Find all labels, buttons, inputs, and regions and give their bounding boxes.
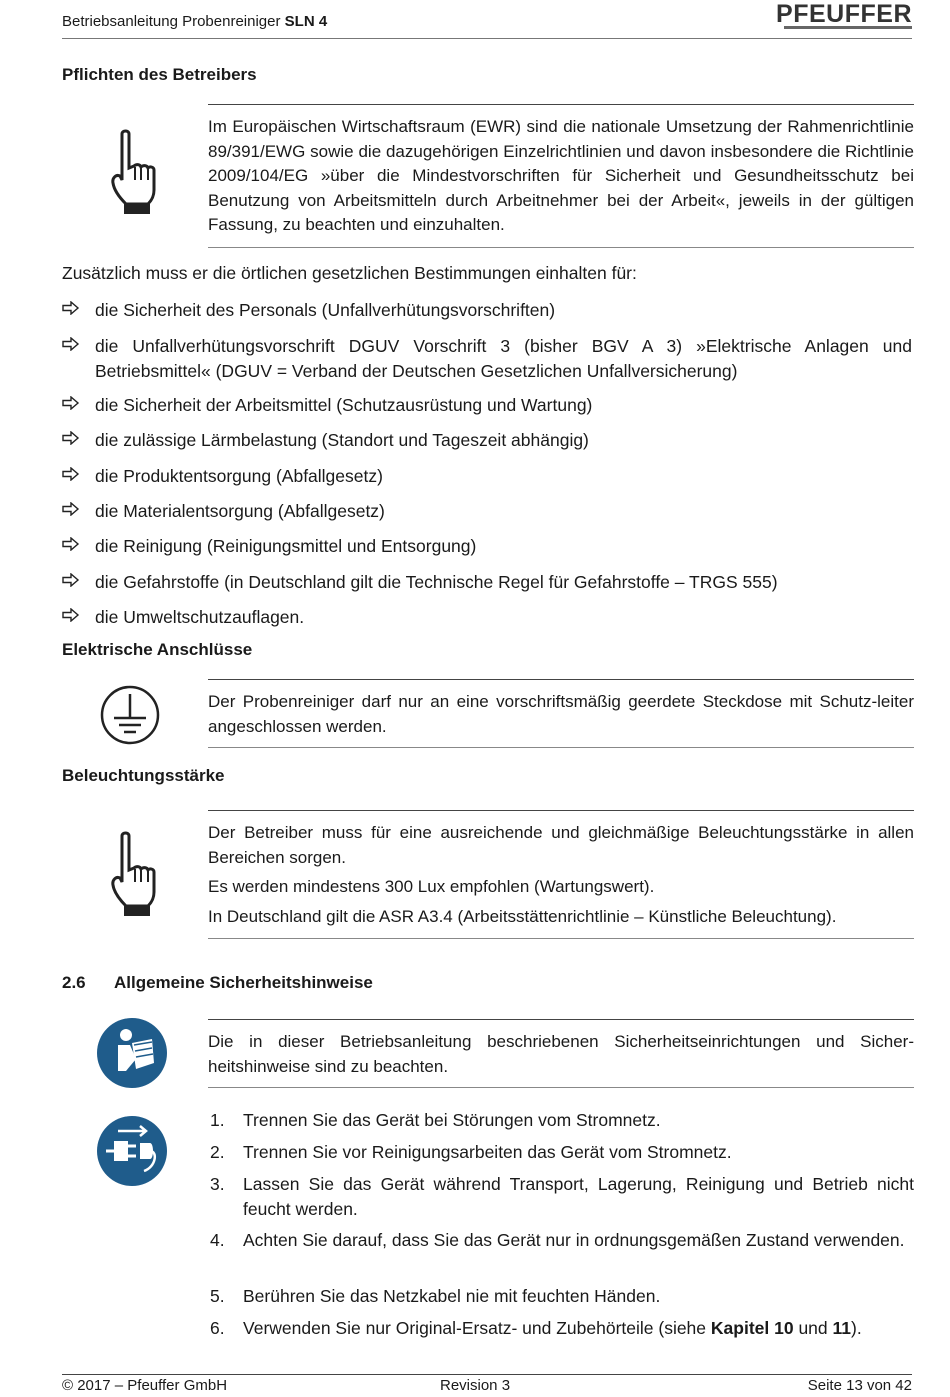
- step-text: Achten Sie darauf, dass Sie das Gerät nur in ordnungsgemäßen Zustand verwenden.: [243, 1230, 905, 1250]
- pointing-hand-icon: [108, 128, 162, 218]
- illuminance-note-box: [208, 810, 914, 939]
- duty-list-item-text: die Produktentsorgung (Abfallgesetz): [95, 466, 383, 486]
- illuminance-text-2: Es werden mindestens 300 Lux empfohlen (Wartungswert).: [208, 877, 655, 896]
- safety-step-4: [208, 1228, 914, 1253]
- duty-list-item-text: die Unfallverhütungsvorschrift DGUV Vorschrift 3 (bisher BGV A 3) »Elektrische Anlagen und Betriebsmittel« (DGUV = Verband der Deutschen Gesetzlichen Unfallversicherung): [95, 336, 912, 381]
- document-title-prefix: Betriebsanleitung Probenreiniger: [62, 13, 285, 30]
- protective-earth-icon: [99, 684, 161, 746]
- arrow-right-icon: [62, 467, 80, 481]
- operator-note-box: [208, 104, 914, 248]
- safety-step-5: [208, 1284, 914, 1309]
- step-number: 5.: [210, 1286, 225, 1306]
- duty-list-item: [62, 605, 912, 630]
- step6-text-pre: Verwenden Sie nur Original-Ersatz- und Zubehörteile (siehe: [243, 1318, 711, 1338]
- step6-text-post: ).: [851, 1318, 862, 1338]
- disconnect-mains-plug-icon: [96, 1115, 168, 1187]
- header-divider: [62, 38, 912, 39]
- duty-list-item: [62, 464, 912, 489]
- arrow-right-icon: [62, 608, 80, 622]
- arrow-right-icon: [62, 537, 80, 551]
- heading-general-safety: Allgemeine Sicherheitshinweise: [114, 973, 373, 992]
- document-title: [62, 13, 327, 30]
- duty-list-item-text: die Reinigung (Reinigungsmittel und Entsorgung): [95, 536, 477, 556]
- step-text: Lassen Sie das Gerät während Transport, Lagerung, Reinigung und Betrieb nicht feucht werden.: [243, 1174, 914, 1219]
- duty-list-item-text: die Gefahrstoffe (in Deutschland gilt die Technische Regel für Gefahrstoffe – TRGS 555): [95, 572, 778, 592]
- company-logo: PFEUFFER: [776, 0, 912, 28]
- step-number: 3.: [210, 1174, 225, 1194]
- footer-page-number: Seite 13 von 42: [807, 1377, 912, 1394]
- arrow-right-icon: [62, 573, 80, 587]
- duty-list-item-text: die Sicherheit der Arbeitsmittel (Schutzausrüstung und Wartung): [95, 395, 593, 415]
- footer-revision: Revision 3: [440, 1377, 511, 1394]
- duty-list-item: [62, 428, 912, 453]
- arrow-right-icon: [62, 502, 80, 516]
- electrical-note-box: [208, 679, 914, 748]
- operator-note-text: Im Europäischen Wirtschaftsraum (EWR) sind die nationale Umsetzung der Rahmenrichtlinie 89/391/EWG sowie die dazugehörigen Einzelrichtlinien und davon insbesondere die Richtlinie 2009/104/EG »über die Mindestvorschriften für Sicherheit und Gesundheitsschutz bei Benutzung von Arbeitsmitteln durch Arbeitnehmer bei der Arbeit«, jeweils in der gültigen Fassung, zu beachten und einzuhalten.: [208, 117, 914, 234]
- duty-list-item: [62, 298, 912, 323]
- section-number: 2.6: [62, 973, 86, 992]
- pointing-hand-icon: [108, 830, 162, 920]
- safety-step-1: [208, 1108, 914, 1133]
- arrow-right-icon: [62, 396, 80, 410]
- step-number: 1.: [210, 1110, 225, 1130]
- electrical-note-text: Der Probenreiniger darf nur an eine vorschriftsmäßig geerdete Steckdose mit Schutz-leiter angeschlossen werden.: [208, 692, 914, 736]
- read-manual-icon: [96, 1017, 168, 1089]
- safety-step-3: [208, 1172, 914, 1221]
- safety-step-2: [208, 1140, 914, 1165]
- illuminance-text-1: Der Betreiber muss für eine ausreichende und gleichmäßige Beleuchtungsstärke in allen Bereichen sorgen.: [208, 823, 914, 867]
- safety-step-6: [208, 1316, 914, 1341]
- duty-list-item: [62, 334, 912, 383]
- duty-list-item: [62, 393, 912, 418]
- illuminance-text-3: In Deutschland gilt die ASR A3.4 (Arbeitsstättenrichtlinie – Künstliche Beleuchtung).: [208, 906, 837, 926]
- footer-copyright: © 2017 – Pfeuffer GmbH: [62, 1377, 228, 1394]
- duty-list-item-text: die zulässige Lärmbelastung (Standort und Tageszeit abhängig): [95, 430, 589, 450]
- footer-divider: [62, 1374, 912, 1375]
- chapter-reference-11: 11: [832, 1318, 852, 1338]
- heading-illuminance: Beleuchtungsstärke: [62, 766, 225, 785]
- step6-text-mid: und: [793, 1318, 833, 1338]
- step-number: 2.: [210, 1142, 225, 1162]
- logo-underline: [784, 26, 912, 29]
- duty-list-item-text: die Materialentsorgung (Abfallgesetz): [95, 501, 385, 521]
- chapter-reference-10: Kapitel 10: [710, 1318, 794, 1338]
- model-name: SLN 4: [284, 13, 328, 30]
- heading-operator-duties: Pflichten des Betreibers: [62, 65, 257, 84]
- operator-intro: Zusätzlich muss er die örtlichen gesetzlichen Bestimmungen einhalten für:: [62, 263, 637, 283]
- arrow-right-icon: [62, 337, 80, 351]
- arrow-right-icon: [62, 431, 80, 445]
- duty-list-item: [62, 534, 912, 559]
- step-number: 6.: [210, 1318, 225, 1338]
- step-number: 4.: [210, 1230, 225, 1250]
- duty-list-item-text: die Sicherheit des Personals (Unfallverhütungsvorschriften): [95, 300, 556, 320]
- duty-list-item-text: die Umweltschutzauflagen.: [95, 607, 305, 627]
- arrow-right-icon: [62, 301, 80, 315]
- step-text: Trennen Sie vor Reinigungsarbeiten das Gerät vom Stromnetz.: [243, 1142, 732, 1162]
- duty-list-item: [62, 570, 912, 595]
- step-text: Trennen Sie das Gerät bei Störungen vom Stromnetz.: [243, 1110, 661, 1130]
- step-text: Berühren Sie das Netzkabel nie mit feuchten Händen.: [243, 1286, 661, 1306]
- safety-note-box: [208, 1019, 914, 1088]
- safety-note-text: Die in dieser Betriebsanleitung beschriebenen Sicherheitseinrichtungen und Sicher-heitshinweise sind zu beachten.: [208, 1032, 914, 1076]
- heading-electrical-connections: Elektrische Anschlüsse: [62, 640, 253, 659]
- duty-list-item: [62, 499, 912, 524]
